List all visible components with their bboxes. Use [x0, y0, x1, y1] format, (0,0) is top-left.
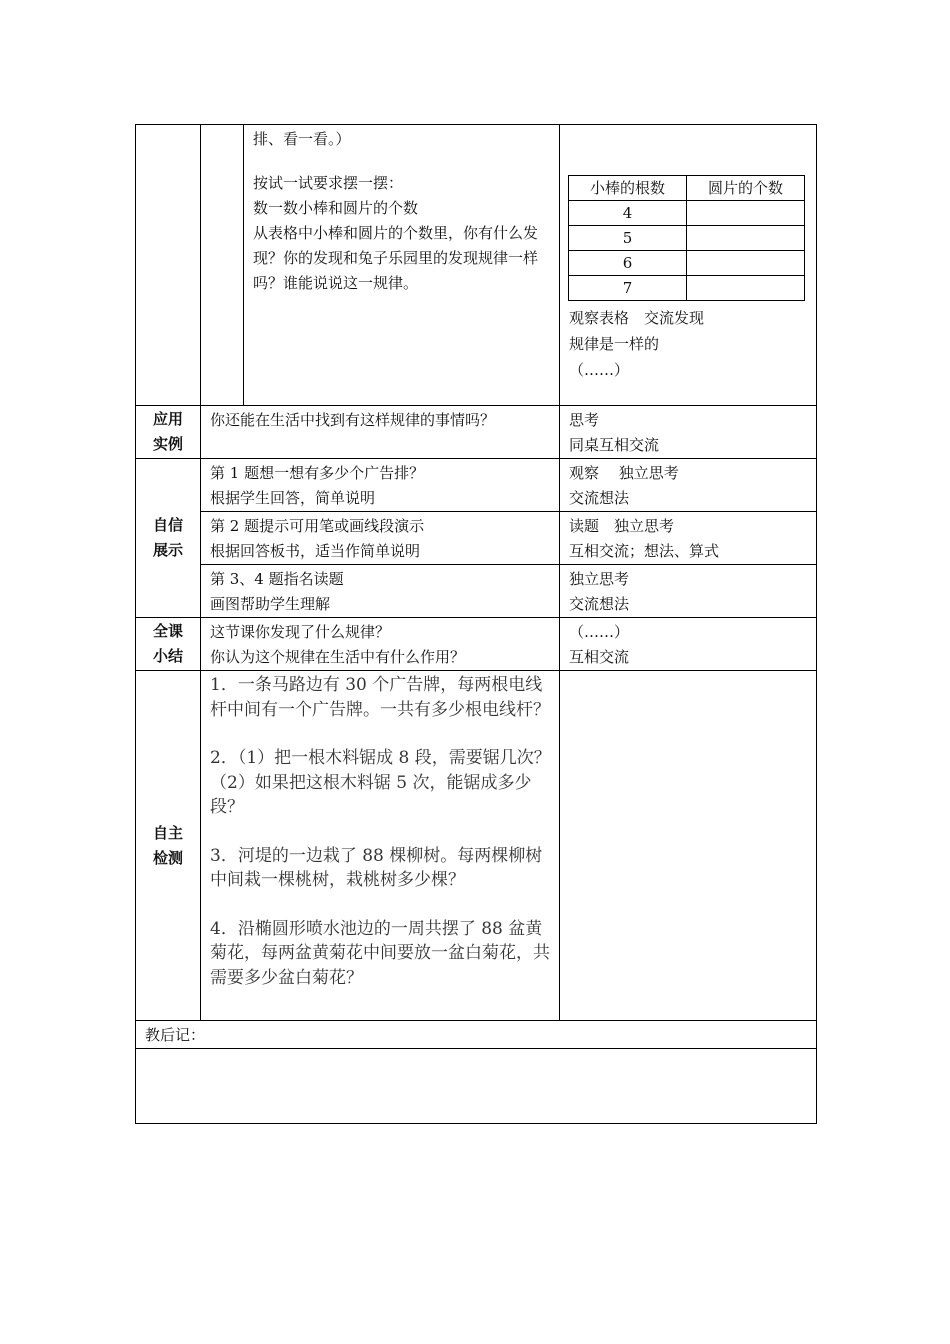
- confidence-row-2: [136, 512, 817, 565]
- table-cell: 5: [569, 226, 687, 251]
- summary-teacher-cell: 这节课你发现了什么规律？ 你认为这个规律在生活中有什么作用？: [201, 618, 560, 671]
- table-cell: [687, 276, 805, 301]
- section-label-apply: 应用 实例: [136, 406, 201, 459]
- notes-body-row: [136, 1049, 817, 1124]
- table-cell: [687, 226, 805, 251]
- activity-teacher-cell: [244, 125, 560, 406]
- confidence-student-cell: 读题 独立思考 互相交流；想法、算式: [560, 512, 817, 565]
- student-line: 观察表格 交流发现: [569, 309, 705, 327]
- lesson-plan-table: [135, 124, 817, 1124]
- notes-body-cell: [136, 1049, 817, 1124]
- question-1: 1．一条马路边有 30 个广告牌，每两根电线杆中间有一个广告牌。一共有多少根电线杆？: [210, 675, 550, 720]
- section-label-selftest: 自主 检测: [136, 671, 201, 1021]
- header-sticks: 小棒的根数: [569, 176, 687, 201]
- selftest-student-cell: [560, 671, 817, 1021]
- activity-student-cell: [560, 125, 817, 406]
- sticks-discs-table: [568, 175, 805, 301]
- confidence-row-3: [136, 565, 817, 618]
- question-2: 2．（1）把一根木料锯成 8 段，需要锯几次？（2）如果把这根木料锯 5 次，能锯成多少段？: [210, 748, 551, 817]
- activity-row: [136, 125, 817, 406]
- table-cell: [687, 201, 805, 226]
- confidence-row-1: [136, 459, 817, 512]
- confidence-teacher-cell: 第 1 题想一想有多少个广告排？ 根据学生回答，简单说明: [201, 459, 560, 512]
- notes-label-cell: [136, 1021, 817, 1049]
- student-line: 规律是一样的: [569, 335, 660, 353]
- notes-header-row: [136, 1021, 817, 1049]
- confidence-teacher-cell: 第 3、4 题指名读题 画图帮助学生理解: [201, 565, 560, 618]
- student-line: （……）: [569, 361, 630, 379]
- activity-line: 数一数小棒和圆片的个数: [253, 199, 419, 217]
- question-3: 3．河堤的一边栽了 88 棵柳树。每两棵柳树中间栽一棵桃树，栽桃树多少棵？: [210, 845, 543, 890]
- selftest-questions-cell: [201, 671, 560, 1021]
- activity-line: 按试一试要求摆一摆：: [253, 174, 404, 192]
- table-cell: 4: [569, 201, 687, 226]
- table-cell: [687, 251, 805, 276]
- table-cell: 7: [569, 276, 687, 301]
- summary-student-cell: （……） 互相交流: [560, 618, 817, 671]
- empty-label-cell: [136, 125, 201, 406]
- header-discs: 圆片的个数: [687, 176, 805, 201]
- empty-sub-cell: [201, 125, 244, 406]
- confidence-student-cell: 独立思考 交流想法: [560, 565, 817, 618]
- apply-row: [136, 406, 817, 459]
- section-label-confidence: 自信 展示: [136, 459, 201, 618]
- summary-row: [136, 618, 817, 671]
- section-label-summary: 全课 小结: [136, 618, 201, 671]
- confidence-teacher-cell: 第 2 题提示可用笔或画线段演示 根据回答板书，适当作简单说明: [201, 512, 560, 565]
- apply-student-cell: 思考 同桌互相交流: [560, 406, 817, 459]
- activity-line: 排、看一看。）: [253, 130, 351, 148]
- selftest-row: [136, 671, 817, 1021]
- notes-label: 教后记：: [145, 1026, 206, 1044]
- apply-teacher-cell: 你还能在生活中找到有这样规律的事情吗？: [201, 406, 560, 459]
- table-cell: 6: [569, 251, 687, 276]
- question-4: 4．沿椭圆形喷水池边的一周共摆了 88 盆黄菊花，每两盆黄菊花中间要放一盆白菊花，共需要多少盆白菊花？: [210, 918, 550, 988]
- activity-paragraph: 从表格中小棒和圆片的个数里，你有什么发现？你的发现和兔子乐园里的发现规律一样吗？谁能说说这一规律。: [253, 224, 539, 292]
- confidence-student-cell: 观察 独立思考 交流想法: [560, 459, 817, 512]
